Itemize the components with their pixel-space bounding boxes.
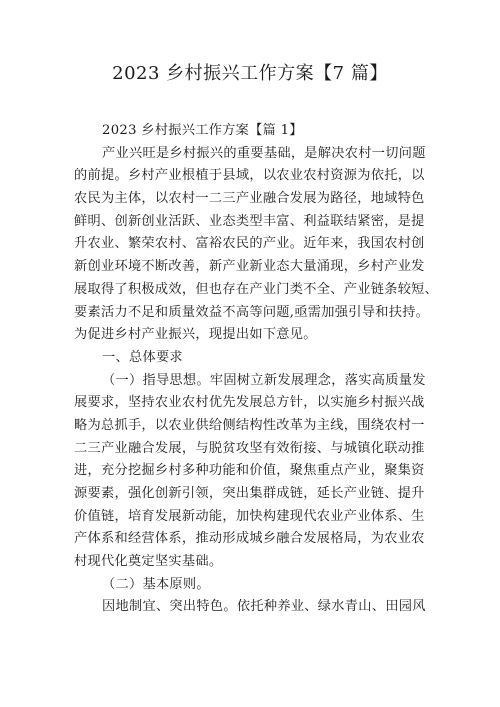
paragraph-line: 为促进乡村产业振兴，现提出如下意见。: [74, 327, 317, 343]
paragraph-line: （二）基本原则。: [102, 576, 210, 592]
paragraph-line: 要素活力不足和质量效益不高等问题,亟需加强引导和扶持。: [74, 304, 430, 320]
paragraph-line: 因地制宜、突出特色。依托种养业、绿水青山、田园风: [102, 599, 426, 615]
paragraph-line: 的前提。乡村产业根植于县域，以农业农村资源为依托，以: [74, 168, 425, 184]
paragraph-line: 鲜明、创新创业活跃、业态类型丰富、利益联结紧密，是提: [74, 213, 425, 229]
document-body: [74, 120, 439, 619]
paragraph-line: 农民为主体，以农村一二三产业融合发展为路径，地域特色: [74, 191, 425, 207]
paragraph-line: 展要求，坚持农业农村优先发展总方针，以实施乡村振兴战: [74, 395, 425, 411]
paragraph-line: 价值链，培育发展新动能，加快构建现代农业产业体系、生: [74, 508, 425, 524]
paragraph-line: 略为总抓手，以农业供给侧结构性改革为主线，围绕农村一: [74, 417, 425, 433]
paragraph-line: 2023 乡村振兴工作方案【篇 1】: [102, 123, 303, 138]
paragraph-line: 一、总体要求: [102, 349, 183, 365]
paragraph-line: （一）指导思想。牢固树立新发展理念，落实高质量发: [102, 372, 426, 388]
paragraph-line: 升农业、繁荣农村、富裕农民的产业。近年来，我国农村创: [74, 236, 425, 252]
paragraph-line: 村现代化奠定坚实基础。: [74, 554, 223, 570]
paragraph-line: 二三产业融合发展，与脱贫攻坚有效衔接、与城镇化联动推: [74, 440, 425, 456]
paragraph-line: 源要素，强化创新引领，突出集群成链，延长产业链、提升: [74, 486, 425, 501]
paragraph-line: 展取得了积极成效，但也存在产业门类不全、产业链条较短、: [74, 281, 439, 297]
document-title: 2023 乡村振兴工作方案【7 篇】: [112, 63, 388, 84]
paragraph-line: 产业兴旺是乡村振兴的重要基础，是解决农村一切问题: [102, 145, 426, 161]
paragraph-line: 产体系和经营体系，推动形成城乡融合发展格局，为农业农: [74, 531, 425, 547]
paragraph-line: 进，充分挖掘乡村多种功能和价值，聚焦重点产业，聚集资: [74, 463, 425, 479]
paragraph-line: 新创业环境不断改善，新产业新业态大量涌现，乡村产业发: [74, 259, 425, 275]
